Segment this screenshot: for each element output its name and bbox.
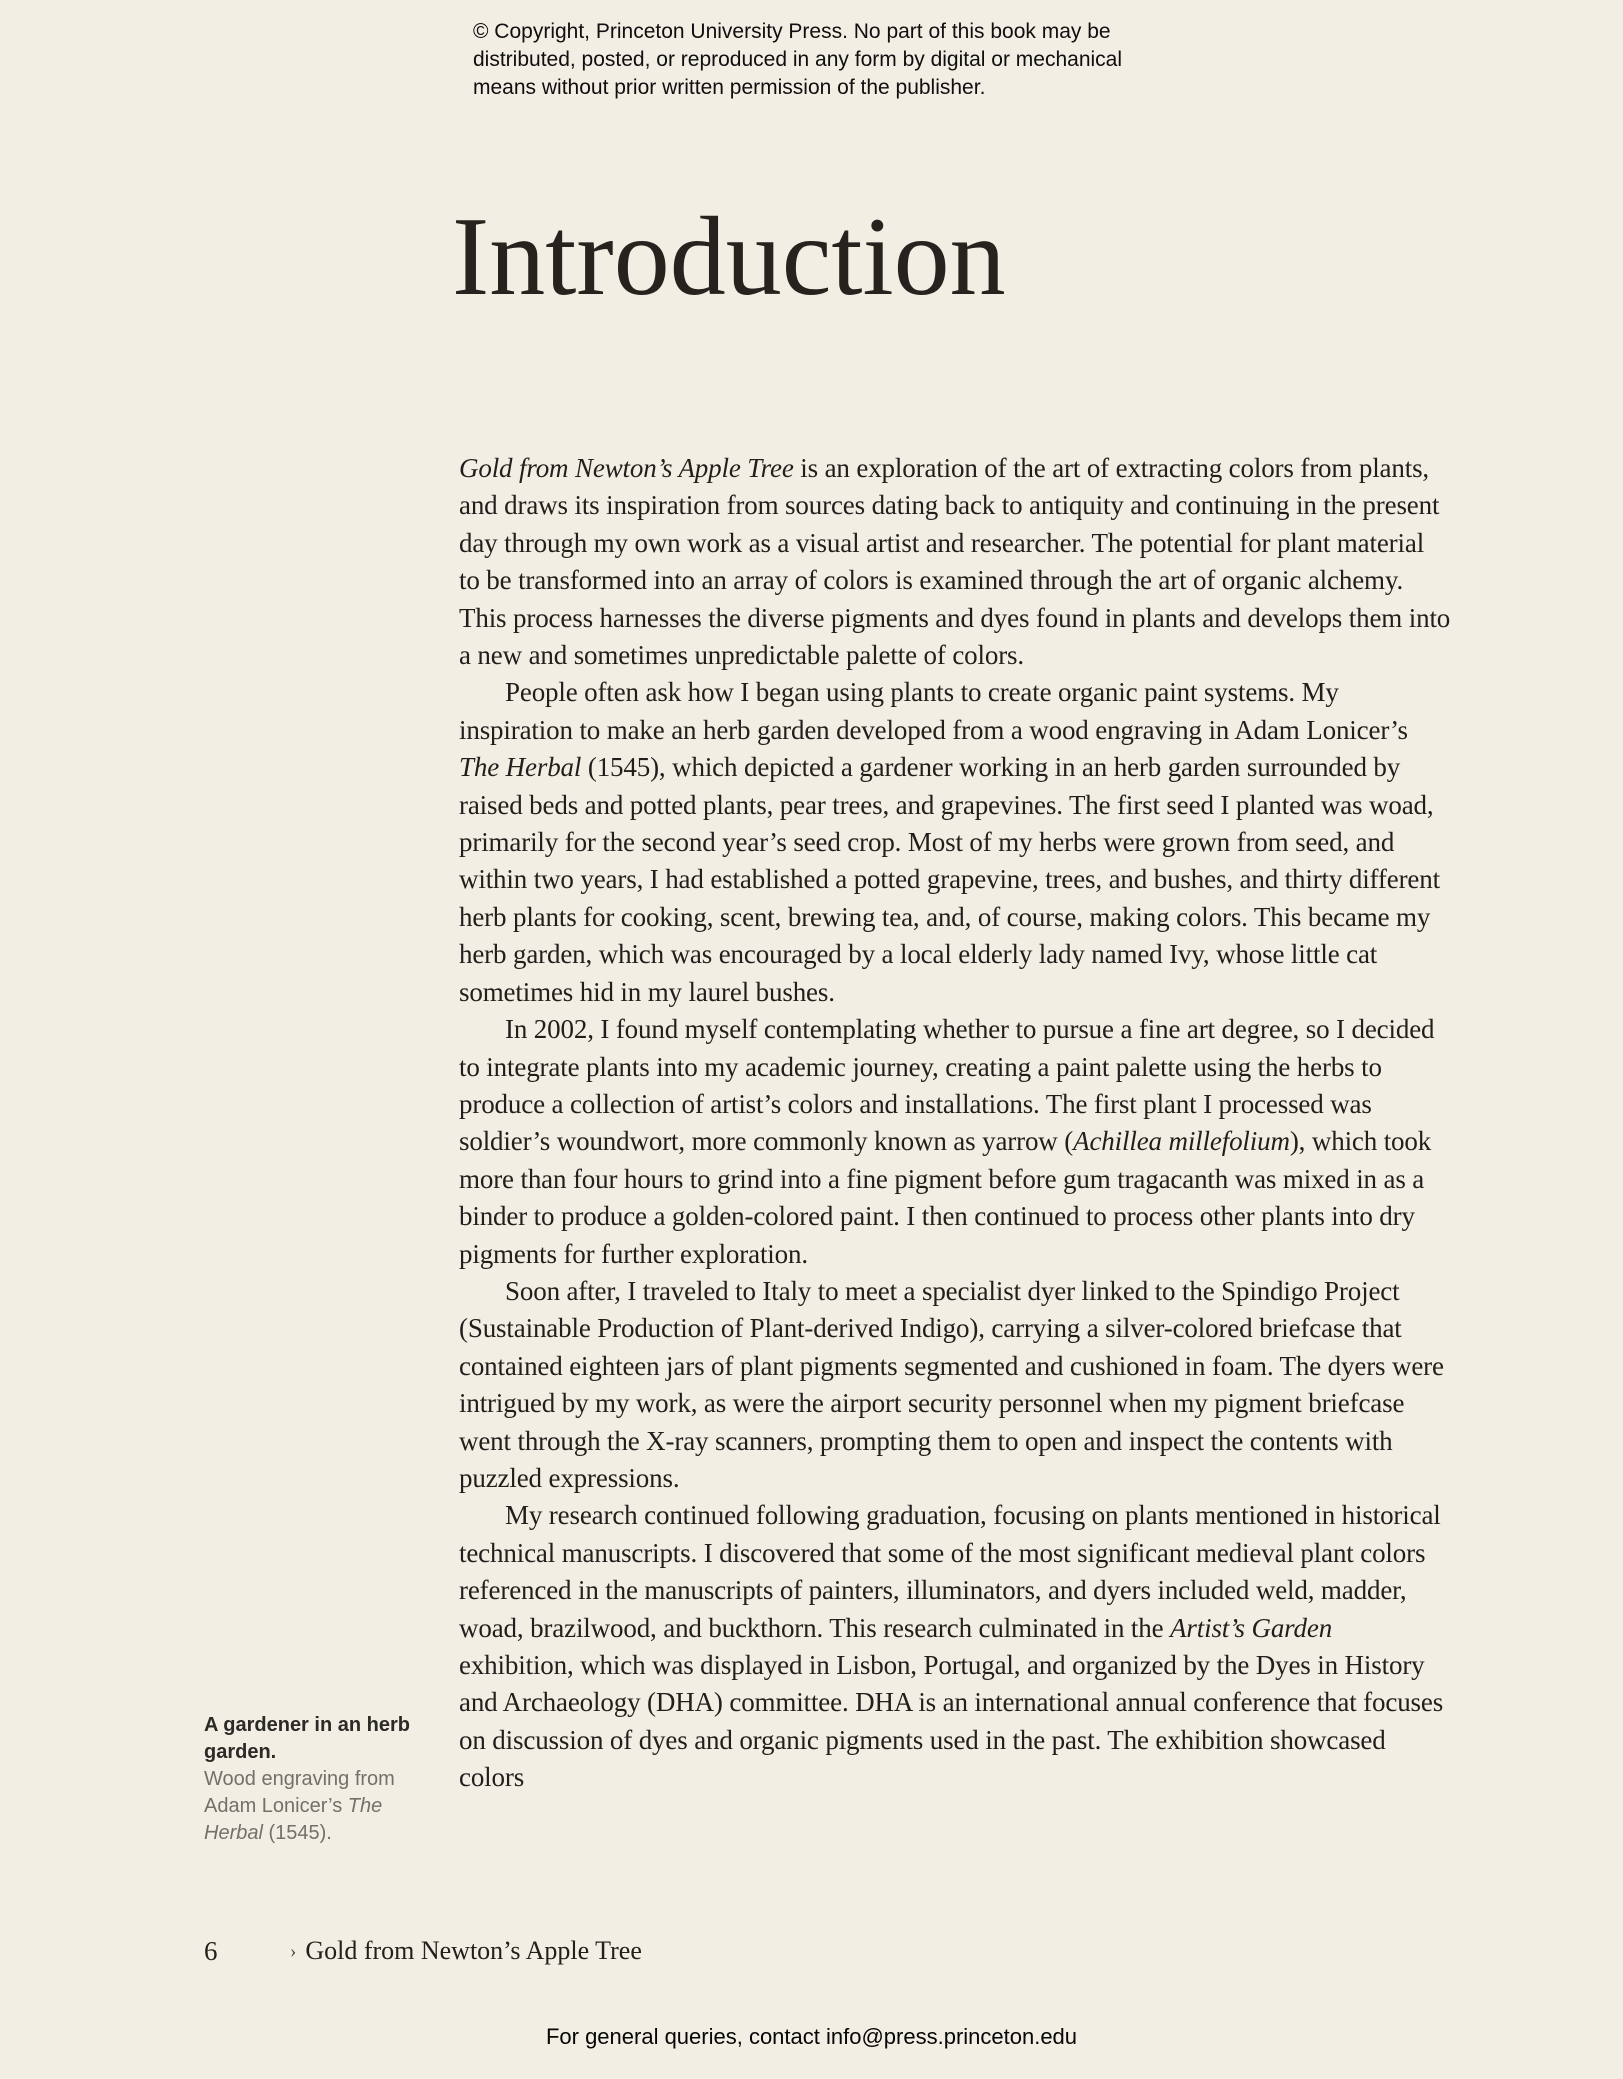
page-title: Introduction <box>452 195 1006 319</box>
caption-credit: Wood engraving from Adam Lonicer’s The Herbal (1545). <box>204 1768 395 1844</box>
paragraph-3: In 2002, I found myself contemplating whether to pursue a fine art degree, so I decided to integrate plants into my academic journey, creating a paint palette using the herbs to produce a collection of artist’s colors and installations. The first plant I processed was soldier’s woundwort, more commonly known as yarrow (Achillea millefolium), which took more than four hours to grind into a fine pigment before gum tragacanth was mixed in as a binder to produce a golden-colored paint. I then continued to process other plants into dry pigments for further exploration. <box>459 1014 1435 1269</box>
copyright-notice: © Copyright, Princeton University Press. No part of this book may be distributed, posted, or reproduced in any form by digital or mechanical means without prior written permission of the publisher. <box>473 20 1123 99</box>
margin-caption <box>204 1712 426 1847</box>
caption-title: A gardener in an herb garden. <box>204 1714 410 1763</box>
footer-book-title: Gold from Newton’s Apple Tree <box>305 1936 642 1965</box>
page-number: 6 <box>204 1936 218 1966</box>
footer-book-ref <box>290 1936 642 1966</box>
paragraph-1: Gold from Newton’s Apple Tree is an exploration of the art of extracting colors from plants, and draws its inspiration from sources dating back to antiquity and continuing in the present day through my own work as a visual artist and researcher. The potential for plant material to be transformed into an array of colors is examined through the art of organic alchemy. This process harnesses the diverse pigments and dyes found in plants and develops them into a new and sometimes unpredictable palette of colors. <box>459 453 1451 671</box>
query-contact-line: For general queries, contact info@press.princeton.edu <box>545 2024 1078 2049</box>
paragraph-2: People often ask how I began using plants to create organic paint systems. My inspiration to make an herb garden developed from a wood engraving in Adam Lonicer’s The Herbal (1545), which depicted a gardener working in an herb garden surrounded by raised beds and potted plants, pear trees, and grapevines. The first seed I planted was woad, primarily for the second year’s seed crop. Most of my herbs were grown from seed, and within two years, I had established a potted grapevine, trees, and bushes, and thirty different herb plants for cooking, scent, brewing tea, and, of course, making colors. This became my herb garden, which was encouraged by a local elderly lady named Ivy, whose little cat sometimes hid in my laurel bushes. <box>459 677 1440 1007</box>
body-text <box>459 450 1451 1797</box>
paragraph-4: Soon after, I traveled to Italy to meet a specialist dyer linked to the Spindigo Project (Sustainable Production of Plant-derived Indigo), carrying a silver-colored briefcase that contained eighteen jars of plant pigments segmented and cushioned in foam. The dyers were intrigued by my work, as were the airport security personnel when my pigment briefcase went through the X-ray scanners, prompting them to open and inspect the contents with puzzled expressions. <box>459 1275 1444 1493</box>
paragraph-5: My research continued following graduation, focusing on plants mentioned in historical technical manuscripts. I discovered that some of the most significant medieval plant colors referenced in the manuscripts of painters, illuminators, and dyers included weld, madder, woad, brazilwood, and buckthorn. This research culminated in the Artist’s Garden exhibition, which was displayed in Lisbon, Portugal, and organized by the Dyes in History and Archaeology (DHA) committee. DHA is an international annual conference that focuses on discussion of dyes and organic pigments used in the past. The exhibition showcased colors <box>459 1500 1444 1793</box>
footer-marker-icon: › <box>290 1941 297 1962</box>
